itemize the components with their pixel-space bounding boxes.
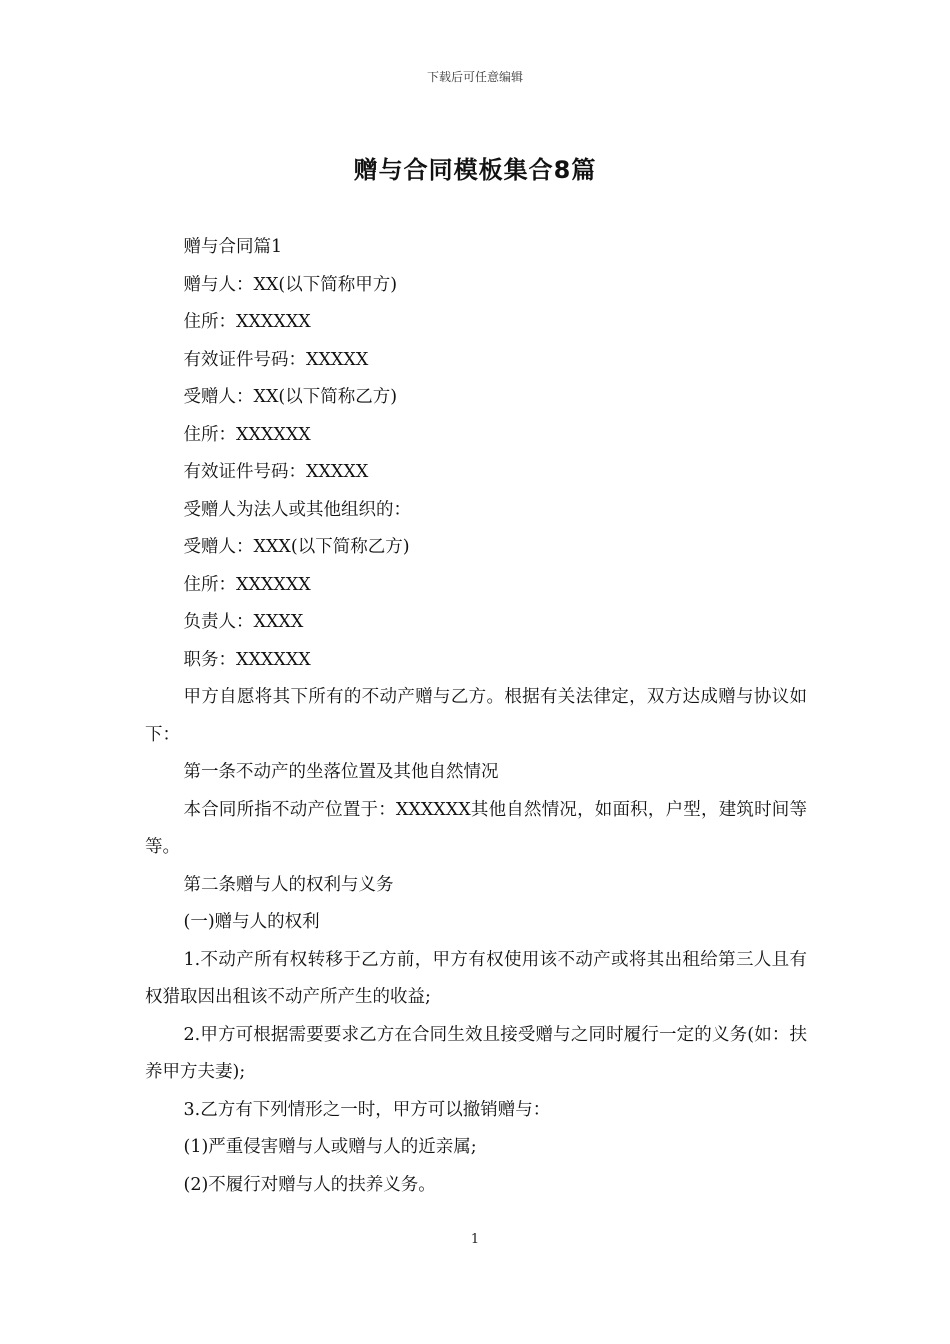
paragraph: 第二条赠与人的权利与义务 bbox=[183, 874, 394, 895]
paragraph: 住所：XXXXXX bbox=[183, 312, 311, 332]
document-body bbox=[145, 229, 807, 1204]
page-number: 1 bbox=[470, 1232, 480, 1247]
paragraph: 2.甲方可根据需要要求乙方在合同生效且接受赠与之同时履行一定的义务(如：扶养甲方夫妻); bbox=[145, 1024, 807, 1082]
paragraph: 甲方自愿将其下所有的不动产赠与乙方。根据有关法律定，双方达成赠与协议如下： bbox=[145, 687, 807, 745]
paragraph: 赠与人：XX(以下简称甲方) bbox=[183, 274, 398, 295]
paragraph: (2)不履行对赠与人的扶养义务。 bbox=[183, 1174, 436, 1195]
paragraph: 住所：XXXXXX bbox=[183, 574, 311, 595]
paragraph: 住所：XXXXXX bbox=[183, 424, 311, 445]
paragraph: 受赠人：XX(以下简称乙方) bbox=[183, 387, 398, 407]
document-title: 赠与合同模板集合8篇 bbox=[353, 156, 597, 184]
paragraph: 受赠人为法人或其他组织的： bbox=[183, 499, 411, 520]
paragraph: 有效证件号码：XXXXX bbox=[183, 462, 369, 482]
paragraph: (一)赠与人的权利 bbox=[183, 912, 320, 932]
paragraph: 职务：XXXXXX bbox=[183, 649, 311, 670]
paragraph: 1.不动产所有权转移于乙方前，甲方有权使用该不动产或将其出租给第三人且有权猎取因出租该不动产所产生的收益; bbox=[145, 949, 807, 1007]
page-header-note: 下载后可任意编辑 bbox=[426, 70, 523, 84]
paragraph: 受赠人：XXX(以下简称乙方) bbox=[183, 537, 410, 557]
paragraph: (1)严重侵害赠与人或赠与人的近亲属; bbox=[183, 1137, 477, 1157]
paragraph: 负责人：XXXX bbox=[183, 612, 304, 632]
paragraph: 赠与合同篇1 bbox=[183, 237, 283, 257]
paragraph: 本合同所指不动产位置于：XXXXXX其他自然情况，如面积，户型，建筑时间等等。 bbox=[145, 799, 807, 857]
paragraph: 3.乙方有下列情形之一时，甲方可以撤销赠与： bbox=[183, 1099, 551, 1120]
paragraph: 有效证件号码：XXXXX bbox=[183, 349, 369, 370]
paragraph: 第一条不动产的坐落位置及其他自然情况 bbox=[183, 762, 499, 782]
